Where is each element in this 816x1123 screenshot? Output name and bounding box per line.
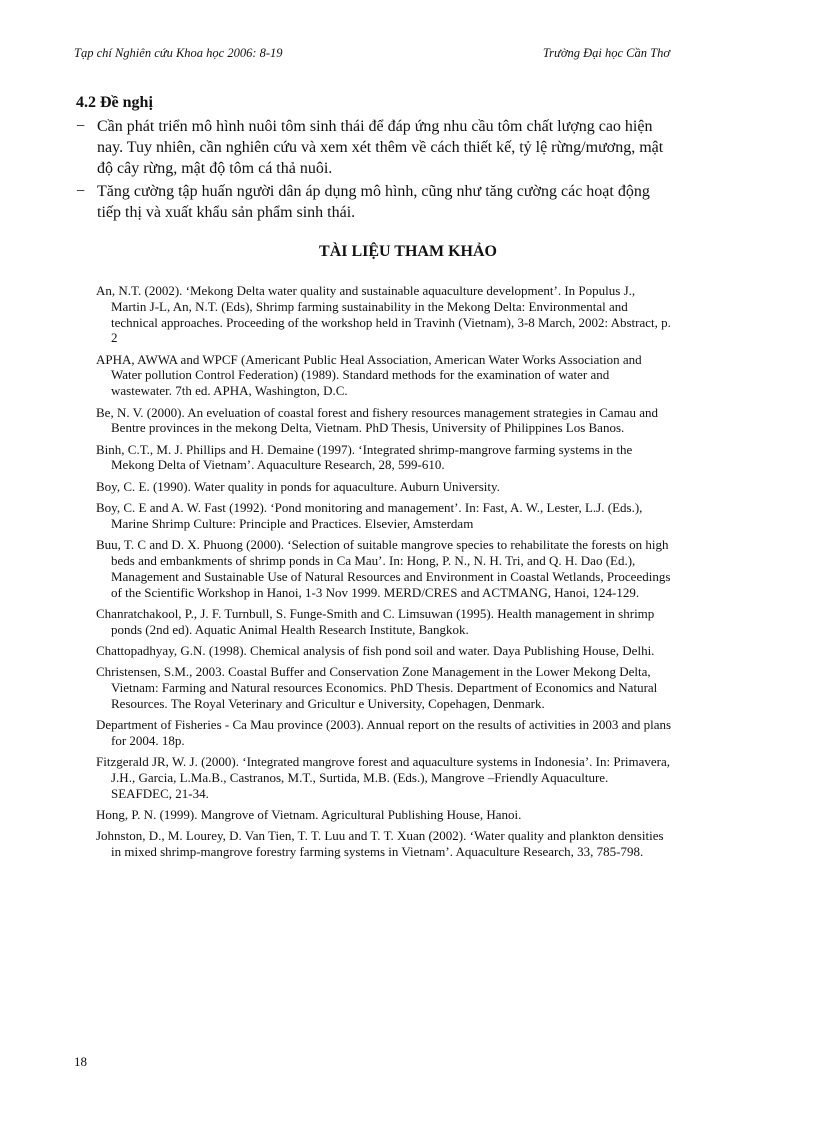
bullet-dash: −	[76, 183, 86, 200]
recommendations-section	[76, 94, 676, 225]
reference-item: APHA, AWWA and WPCF (Americant Public Heal Association, American Water Works Association and Water pollution Control Federation) (1989). Standard methods for the examination of water and wastewater. 7th ed. APHA, Washington, D.C.	[96, 351, 642, 399]
reference-item: Christensen, S.M., 2003. Coastal Buffer and Conservation Zone Management in the Lower Mekong Delta, Vietnam: Farming and Natural resources Economics. PhD Thesis. Department of Economics and Natural Resources. The Royal Veterinary and Gricultur e University, Copehagen, Denmark.	[96, 664, 658, 711]
reference-item: An, N.T. (2002). ‘Mekong Delta water quality and sustainable aquaculture development’. In Populus J., Martin J-L, An, N.T. (Eds), Shrimp farming sustainability in the Mekong Delta: Environmental and technical approaches. Proceeding of the workshop held in Travinh (Vietnam), 3-8 March, 2002: Abstract, p. 2	[96, 283, 671, 346]
bullet-dash: −	[76, 118, 86, 135]
reference-list	[96, 283, 672, 866]
section-heading: 4.2 Đề nghị	[76, 94, 153, 111]
recommendation-text: Tăng cường tập huấn người dân áp dụng mô hình, cũng như tăng cường các hoạt động tiếp thị và xuất khẩu sản phẩm sinh thái.	[97, 183, 650, 221]
university-name: Trường Đại học Cần Thơ	[542, 46, 670, 60]
reference-item: Fitzgerald JR, W. J. (2000). ‘Integrated mangrove forest and aquaculture systems in Indonesia’. In: Primavera, J.H., Garcia, L.Ma.B., Castranos, M.T., Surtida, M.B. (Eds.), Mangrove –Friendly Aquaculture. SEAFDEC, 21-34.	[96, 754, 671, 801]
reference-item: Hong, P. N. (1999). Mangrove of Vietnam. Agricultural Publishing House, Hanoi.	[96, 807, 522, 823]
page-number: 18	[74, 1054, 87, 1069]
reference-item: Boy, C. E and A. W. Fast (1992). ‘Pond monitoring and management’. In: Fast, A. W., Lester, L.J. (Eds.), Marine Shrimp Culture: Principle and Practices. Elsevier, Amsterdam	[96, 500, 643, 531]
recommendation-text: Cần phát triển mô hình nuôi tôm sinh thái để đáp ứng nhu cầu tôm chất lượng cao hiện nay. Tuy nhiên, cần nghiên cứu và xem xét thêm về cách thiết kế, tỷ lệ rừng/mương, mật độ cây rừng, mật độ tôm cá thả nuôi.	[97, 118, 664, 177]
reference-item: Boy, C. E. (1990). Water quality in ponds for aquaculture. Auburn University.	[96, 478, 500, 494]
recommendation-item	[76, 181, 676, 223]
reference-item: Be, N. V. (2000). An eveluation of coastal forest and fishery resources management strategies in Camau and Bentre provinces in the mekong Delta, Vietnam. PhD Thesis, University of Philippines Los Banos.	[96, 404, 658, 436]
running-header	[74, 46, 670, 64]
reference-item: Binh, C.T., M. J. Phillips and H. Demaine (1997). ‘Integrated shrimp-mangrove farming systems in the Mekong Delta of Vietnam’. Aquaculture Research, 28, 599-610.	[96, 441, 633, 473]
reference-item: Chanratchakool, P., J. F. Turnbull, S. Funge-Smith and C. Limsuwan (1995). Health management in shrimp ponds (2nd ed). Aquatic Animal Health Research Institute, Bangkok.	[96, 605, 655, 637]
journal-name: Tạp chí Nghiên cứu Khoa học 2006: 8-19	[74, 46, 283, 60]
reference-item: Chattopadhyay, G.N. (1998). Chemical analysis of fish pond soil and water. Daya Publishing House, Delhi.	[96, 642, 655, 658]
references-title: TÀI LIỆU THAM KHẢO	[319, 243, 497, 260]
reference-item: Department of Fisheries - Ca Mau province (2003). Annual report on the results of activities in 2003 and plans for 2004. 18p.	[96, 717, 672, 748]
reference-item: Johnston, D., M. Lourey, D. Van Tien, T. T. Luu and T. T. Xuan (2002). ‘Water quality and plankton densities in mixed shrimp-mangrove forestry farming systems in Vietnam’. Aquaculture Research, 33, 785-798.	[96, 828, 664, 860]
recommendation-list	[76, 116, 676, 223]
recommendation-item	[76, 116, 676, 179]
reference-item: Buu, T. C and D. X. Phuong (2000). ‘Selection of suitable mangrove species to rehabilitate the forests on high beds and embankments of shrimp ponds in Ca Mau’. In: Hong, P. N., N. H. Tri, and Q. H. Dao (Ed.), Management and Sustainable Use of Natural Resources and Environment in Coastal Wetlands, Proceedings of the Scientific Workshop in Hanoi, 1-3 Nov 1999. MERD/CRES and ACTMANG, Hanoi, 124-129.	[96, 537, 671, 600]
